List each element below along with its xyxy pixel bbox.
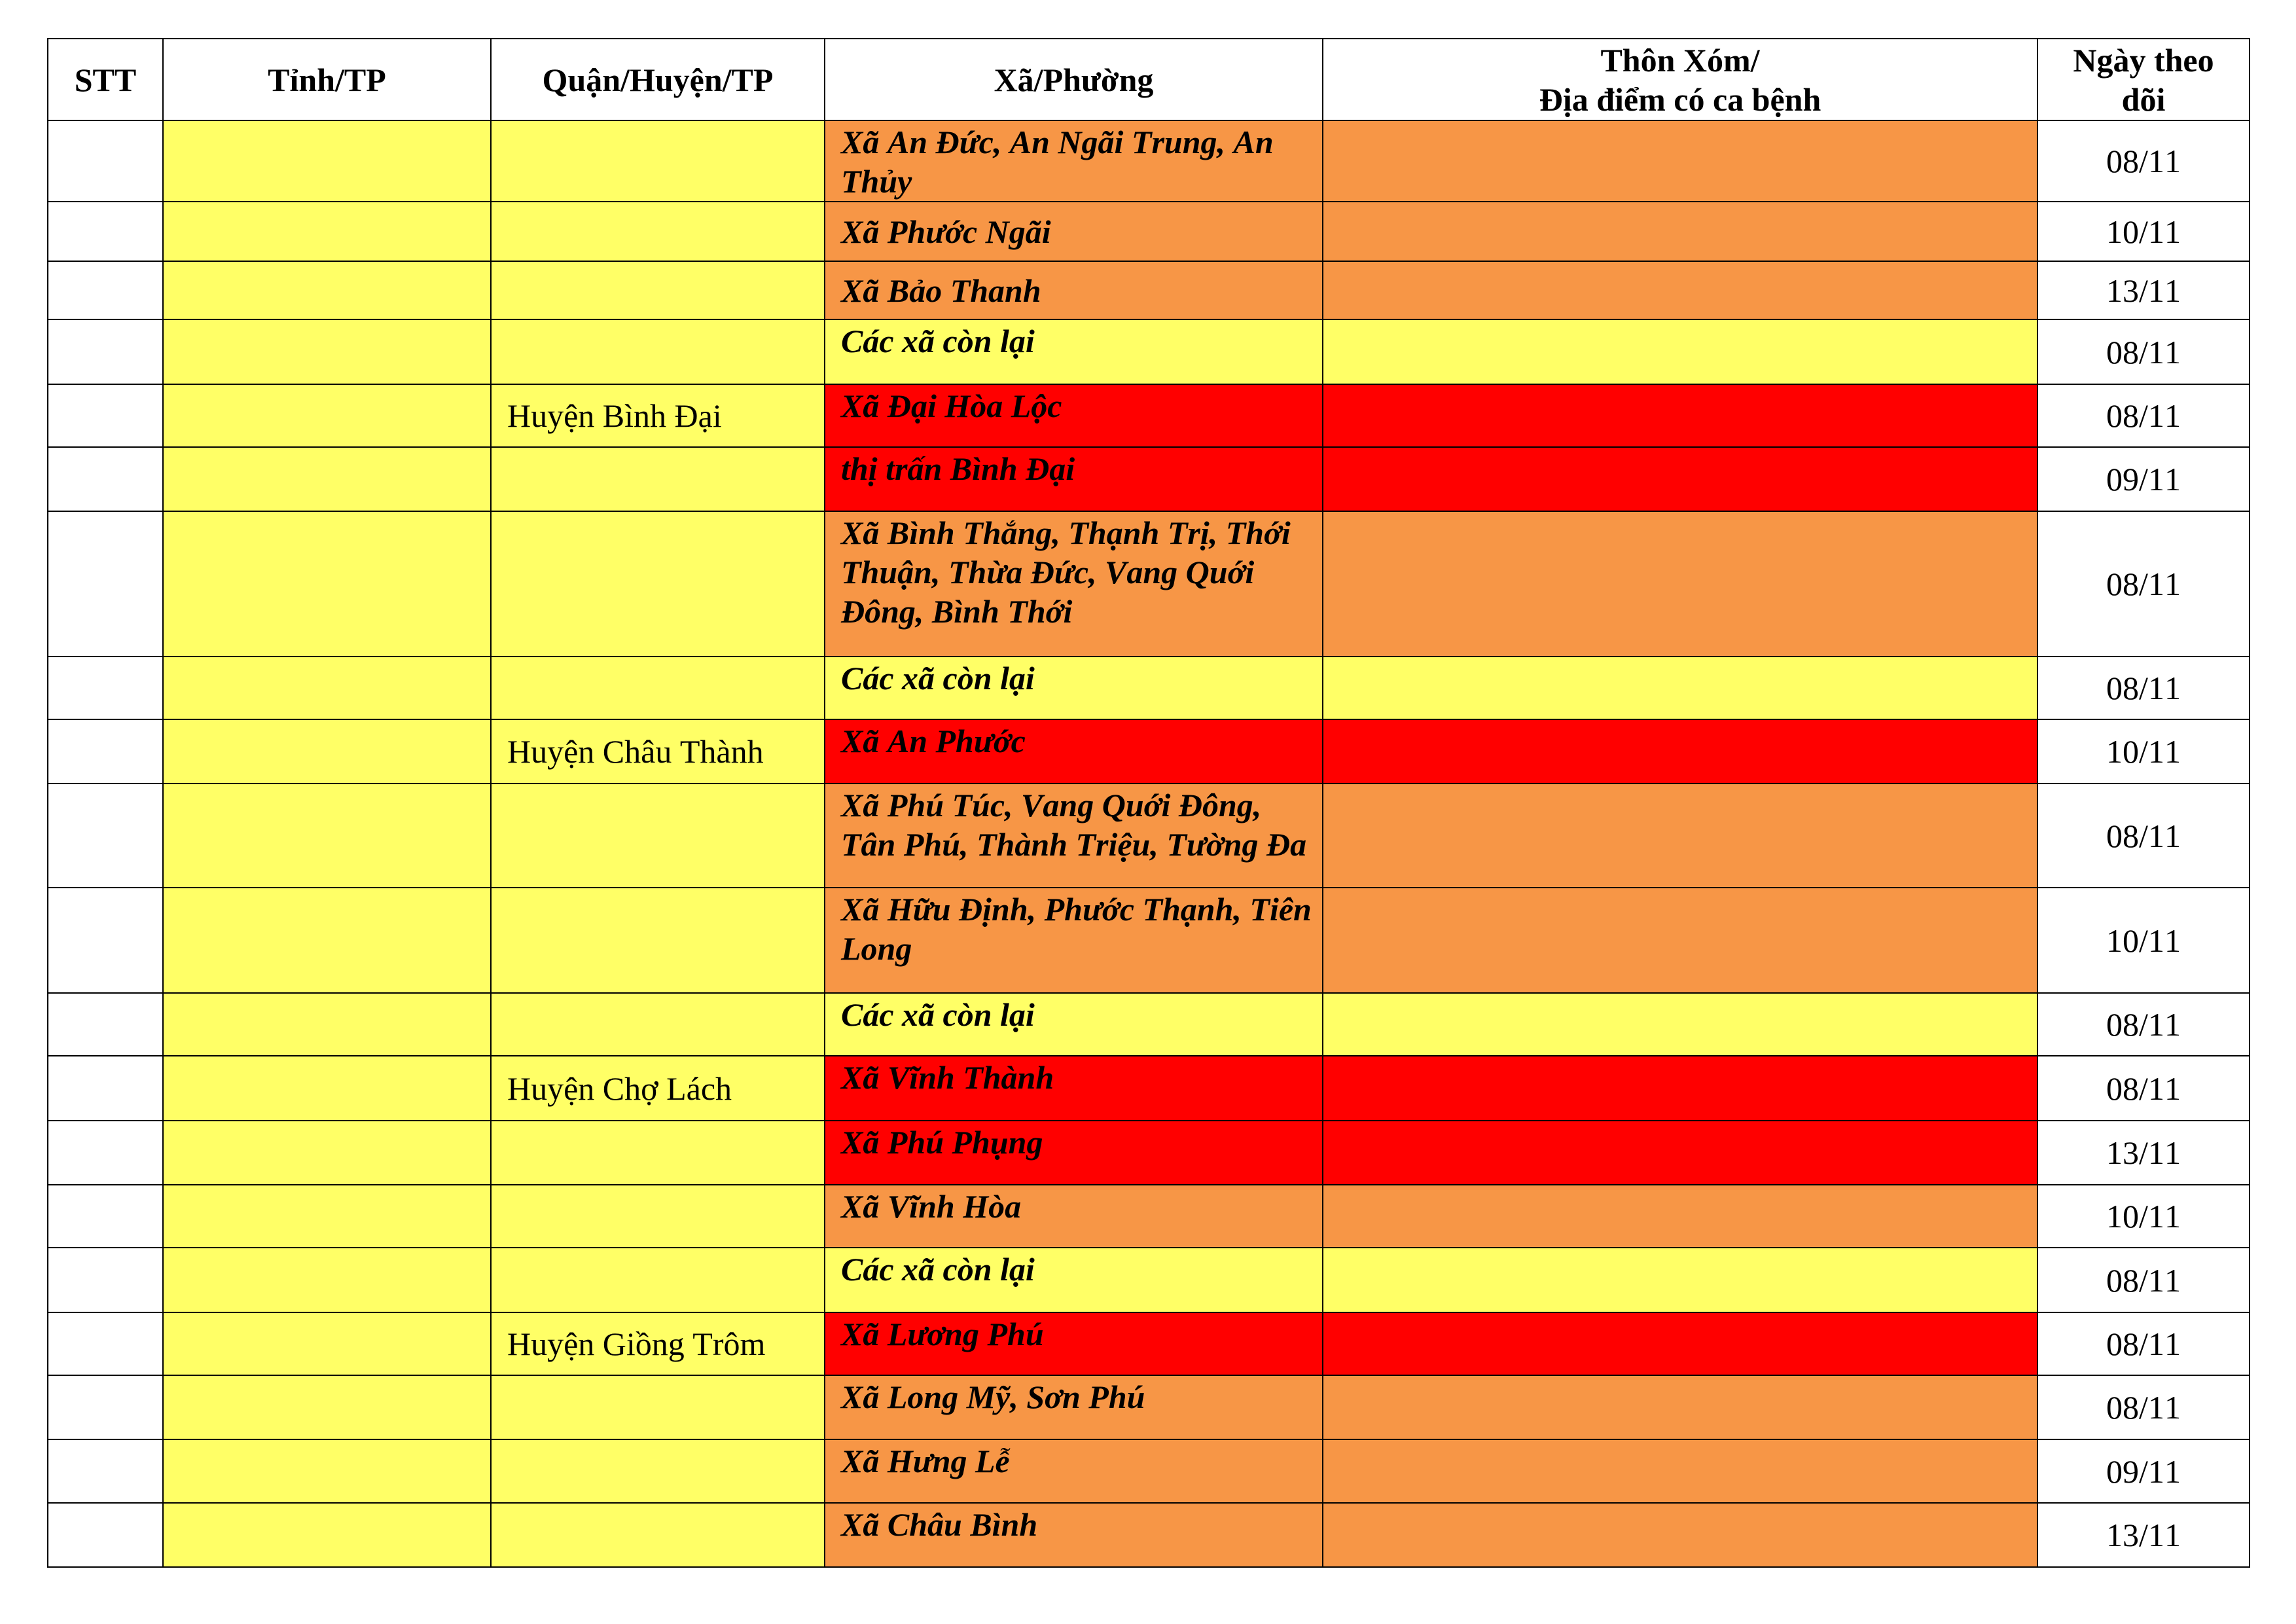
table-row <box>48 1248 2250 1312</box>
date-cell: 08/11 <box>2037 1248 2250 1312</box>
hamlet-cell <box>1323 261 2037 319</box>
stt-cell <box>48 993 163 1056</box>
table-body <box>48 120 2250 1567</box>
table-row <box>48 447 2250 511</box>
commune-cell: Xã Đại Hòa Lộc <box>825 384 1323 447</box>
stt-cell <box>48 120 163 202</box>
province-cell <box>163 1503 491 1567</box>
hamlet-cell <box>1323 719 2037 784</box>
commune-cell: Xã Long Mỹ, Sơn Phú <box>825 1375 1323 1439</box>
date-cell: 08/11 <box>2037 319 2250 384</box>
table-header <box>48 39 2250 120</box>
commune-cell: Các xã còn lại <box>825 993 1323 1056</box>
district-cell <box>491 1439 825 1503</box>
table-row <box>48 319 2250 384</box>
hamlet-cell <box>1323 1439 2037 1503</box>
date-cell: 08/11 <box>2037 384 2250 447</box>
hamlet-cell <box>1323 120 2037 202</box>
district-cell <box>491 993 825 1056</box>
commune-cell: Xã Phú Phụng <box>825 1121 1323 1185</box>
stt-cell <box>48 1439 163 1503</box>
date-cell: 08/11 <box>2037 993 2250 1056</box>
province-cell <box>163 261 491 319</box>
date-cell: 09/11 <box>2037 1439 2250 1503</box>
hamlet-cell <box>1323 1375 2037 1439</box>
district-cell <box>491 202 825 261</box>
hamlet-cell <box>1323 447 2037 511</box>
hamlet-cell <box>1323 657 2037 719</box>
province-cell <box>163 384 491 447</box>
table-row <box>48 1312 2250 1375</box>
commune-cell: thị trấn Bình Đại <box>825 447 1323 511</box>
district-cell: Huyện Châu Thành <box>491 719 825 784</box>
commune-cell: Các xã còn lại <box>825 319 1323 384</box>
date-cell: 13/11 <box>2037 1503 2250 1567</box>
commune-cell: Xã Vĩnh Hòa <box>825 1185 1323 1248</box>
stt-cell <box>48 261 163 319</box>
province-cell <box>163 784 491 888</box>
commune-cell: Các xã còn lại <box>825 1248 1323 1312</box>
date-cell: 08/11 <box>2037 1056 2250 1121</box>
date-cell: 13/11 <box>2037 261 2250 319</box>
province-cell <box>163 1312 491 1375</box>
stt-cell <box>48 1185 163 1248</box>
stt-cell <box>48 657 163 719</box>
stt-cell <box>48 1503 163 1567</box>
province-cell <box>163 447 491 511</box>
table-row <box>48 384 2250 447</box>
stt-cell <box>48 384 163 447</box>
date-cell: 08/11 <box>2037 1375 2250 1439</box>
date-cell: 08/11 <box>2037 784 2250 888</box>
district-cell: Huyện Bình Đại <box>491 384 825 447</box>
commune-cell: Xã Hưng Lễ <box>825 1439 1323 1503</box>
stt-cell <box>48 1056 163 1121</box>
table-row <box>48 1121 2250 1185</box>
district-cell <box>491 120 825 202</box>
province-cell <box>163 993 491 1056</box>
district-cell <box>491 657 825 719</box>
table-row <box>48 784 2250 888</box>
header-district: Quận/Huyện/TP <box>491 39 825 120</box>
table-row <box>48 120 2250 202</box>
date-cell: 10/11 <box>2037 1185 2250 1248</box>
date-cell: 08/11 <box>2037 657 2250 719</box>
table-row <box>48 657 2250 719</box>
province-cell <box>163 1121 491 1185</box>
commune-cell: Xã An Phước <box>825 719 1323 784</box>
table-row <box>48 719 2250 784</box>
district-cell <box>491 784 825 888</box>
table-row <box>48 993 2250 1056</box>
commune-cell: Xã An Đức, An Ngãi Trung, An Thủy <box>825 120 1323 202</box>
stt-cell <box>48 447 163 511</box>
hamlet-cell <box>1323 888 2037 993</box>
stt-cell <box>48 1248 163 1312</box>
commune-cell: Xã Châu Bình <box>825 1503 1323 1567</box>
table-row <box>48 888 2250 993</box>
header-date: Ngày theo dõi <box>2037 39 2250 120</box>
hamlet-cell <box>1323 1121 2037 1185</box>
header-hamlet-line2: Địa điểm có ca bệnh <box>1539 81 1821 118</box>
province-cell <box>163 511 491 657</box>
commune-cell: Xã Lương Phú <box>825 1312 1323 1375</box>
date-cell: 08/11 <box>2037 511 2250 657</box>
district-cell <box>491 1375 825 1439</box>
hamlet-cell <box>1323 384 2037 447</box>
province-cell <box>163 1185 491 1248</box>
district-cell: Huyện Chợ Lách <box>491 1056 825 1121</box>
stt-cell <box>48 1312 163 1375</box>
table-row <box>48 261 2250 319</box>
commune-cell: Xã Bảo Thanh <box>825 261 1323 319</box>
stt-cell <box>48 1375 163 1439</box>
commune-cell: Xã Phú Túc, Vang Quới Đông, Tân Phú, Thành Triệu, Tường Đa <box>825 784 1323 888</box>
commune-cell: Xã Vĩnh Thành <box>825 1056 1323 1121</box>
hamlet-cell <box>1323 1185 2037 1248</box>
district-cell <box>491 888 825 993</box>
table-row <box>48 202 2250 261</box>
district-cell <box>491 1503 825 1567</box>
province-cell <box>163 319 491 384</box>
district-cell <box>491 1248 825 1312</box>
outbreak-table <box>47 38 2250 1568</box>
hamlet-cell <box>1323 1056 2037 1121</box>
hamlet-cell <box>1323 1248 2037 1312</box>
district-cell <box>491 261 825 319</box>
province-cell <box>163 1439 491 1503</box>
header-hamlet <box>1323 39 2037 120</box>
hamlet-cell <box>1323 993 2037 1056</box>
hamlet-cell <box>1323 1503 2037 1567</box>
table-row <box>48 1056 2250 1121</box>
date-cell: 10/11 <box>2037 719 2250 784</box>
province-cell <box>163 202 491 261</box>
table-row <box>48 1503 2250 1567</box>
hamlet-cell <box>1323 511 2037 657</box>
hamlet-cell <box>1323 319 2037 384</box>
stt-cell <box>48 511 163 657</box>
district-cell: Huyện Giồng Trôm <box>491 1312 825 1375</box>
province-cell <box>163 1248 491 1312</box>
province-cell <box>163 657 491 719</box>
hamlet-cell <box>1323 784 2037 888</box>
header-hamlet-line1: Thôn Xóm/ <box>1600 41 1760 79</box>
stt-cell <box>48 319 163 384</box>
hamlet-cell <box>1323 1312 2037 1375</box>
commune-cell: Các xã còn lại <box>825 657 1323 719</box>
district-cell <box>491 1185 825 1248</box>
table-row <box>48 1185 2250 1248</box>
table-row <box>48 511 2250 657</box>
commune-cell: Xã Phước Ngãi <box>825 202 1323 261</box>
stt-cell <box>48 202 163 261</box>
province-cell <box>163 1375 491 1439</box>
table-row <box>48 1439 2250 1503</box>
stt-cell <box>48 719 163 784</box>
stt-cell <box>48 1121 163 1185</box>
table-row <box>48 1375 2250 1439</box>
province-cell <box>163 120 491 202</box>
district-cell <box>491 1121 825 1185</box>
stt-cell <box>48 784 163 888</box>
province-cell <box>163 888 491 993</box>
date-cell: 09/11 <box>2037 447 2250 511</box>
date-cell: 10/11 <box>2037 202 2250 261</box>
province-cell <box>163 1056 491 1121</box>
district-cell <box>491 319 825 384</box>
header-stt: STT <box>48 39 163 120</box>
hamlet-cell <box>1323 202 2037 261</box>
district-cell <box>491 511 825 657</box>
stt-cell <box>48 888 163 993</box>
commune-cell: Xã Bình Thắng, Thạnh Trị, Thới Thuận, Thừa Đức, Vang Quới Đông, Bình Thới <box>825 511 1323 657</box>
header-province: Tỉnh/TP <box>163 39 491 120</box>
header-row <box>48 39 2250 120</box>
province-cell <box>163 719 491 784</box>
commune-cell: Xã Hữu Định, Phước Thạnh, Tiên Long <box>825 888 1323 993</box>
date-cell: 08/11 <box>2037 120 2250 202</box>
district-cell <box>491 447 825 511</box>
date-cell: 08/11 <box>2037 1312 2250 1375</box>
date-cell: 13/11 <box>2037 1121 2250 1185</box>
header-commune: Xã/Phường <box>825 39 1323 120</box>
date-cell: 10/11 <box>2037 888 2250 993</box>
